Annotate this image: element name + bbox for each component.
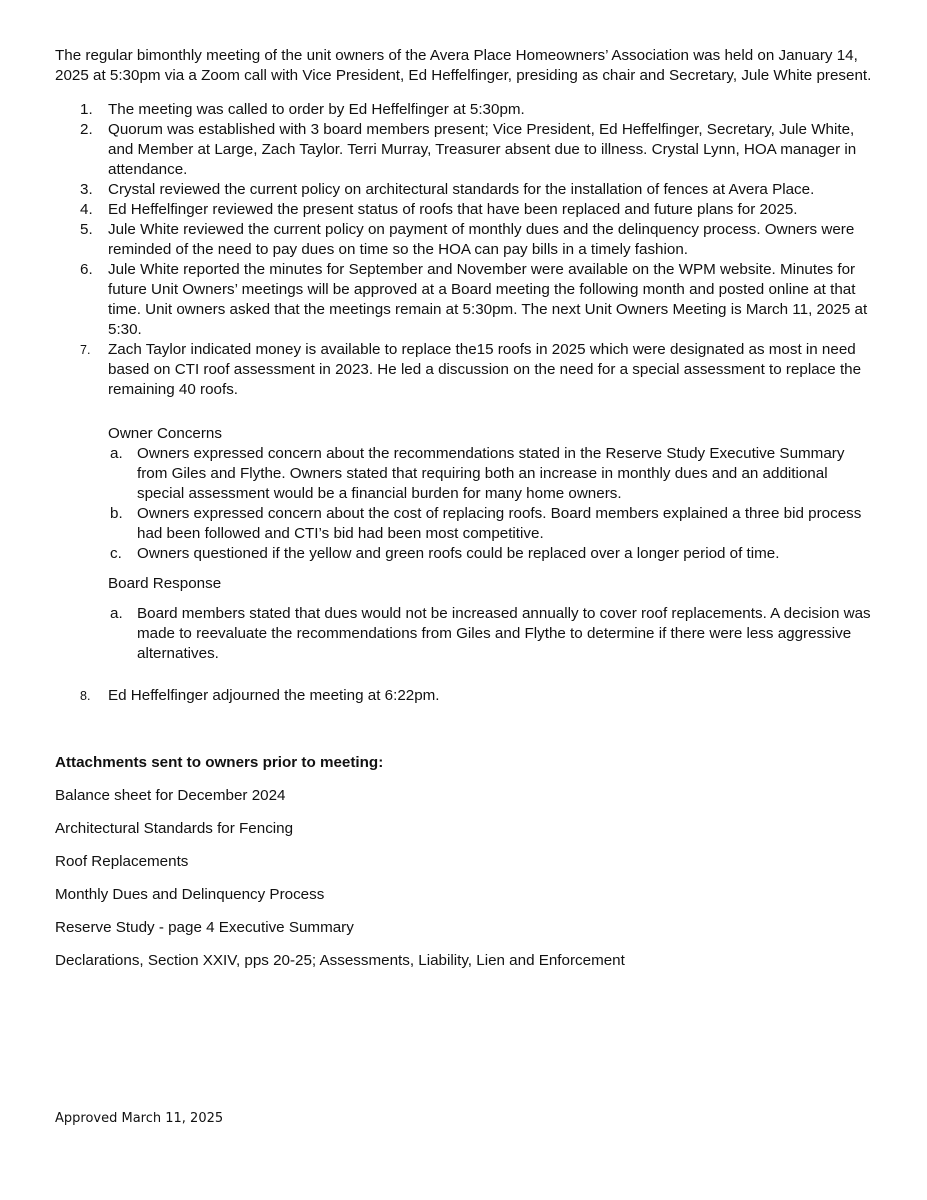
sub-text: Owners expressed concern about the cost of replacing roofs. Board members explained a three bid process had been followed and CTI’s bid had been most competitive. (137, 505, 862, 542)
sub-text: Owners expressed concern about the recommendations stated in the Reserve Study Executive Summary from Giles and Flythe. Owners stated that requiring both an increase in monthly dues and an additional special assessment would be a financial burden for many home owners. (137, 445, 845, 502)
attachment-item: Declarations, Section XXIV, pps 20-25; Assessments, Liability, Lien and Enforcement (55, 952, 625, 969)
agenda-item-8 (55, 686, 875, 706)
minutes-page (55, 46, 875, 971)
item-text: Zach Taylor indicated money is available to replace the15 roofs in 2025 which were designated as most in need based on CTI roof assessment in 2023. He led a discussion on the need for a special assessment to replace the remaining 40 roofs. (108, 341, 862, 398)
approval-footer: Approved March 11, 2025 (55, 1111, 224, 1126)
attachment-item: Monthly Dues and Delinquency Process (55, 886, 325, 903)
item-text: The meeting was called to order by Ed Heffelfinger at 5:30pm. (108, 101, 525, 118)
item-text: Jule White reviewed the current policy on payment of monthly dues and the delinquency process. Owners were reminded of the need to pay dues on time so the HOA can pay bills in a timely fashion. (108, 221, 855, 258)
attachment-item: Roof Replacements (55, 853, 189, 870)
item-text: Ed Heffelfinger reviewed the present status of roofs that have been replaced and future plans for 2025. (108, 201, 798, 218)
agenda-item-6 (55, 260, 875, 340)
item-text: Jule White reported the minutes for September and November were available on the WPM website. Minutes for future Unit Owners’ meetings will be approved at a Board meeting the following month and posted online at that time. Unit owners asked that the meetings remain at 5:30pm. The next Unit Owners Meeting is March 11, 2025 at 5:30. (108, 261, 868, 338)
item-text: Crystal reviewed the current policy on architectural standards for the installation of fences at Avera Place. (108, 181, 815, 198)
attachments-title: Attachments sent to owners prior to meeting: (55, 754, 384, 771)
attachment-item: Reserve Study - page 4 Executive Summary (55, 919, 354, 936)
item-number: 5. (80, 221, 93, 238)
board-response-heading: Board Response (108, 575, 222, 592)
agenda-item-7 (55, 340, 875, 400)
item-number: 6. (80, 261, 93, 278)
sub-text: Board members stated that dues would not be increased annually to cover roof replacements. A decision was made to reevaluate the recommendations from Giles and Flythe to determine if there were less aggressive alternatives. (137, 605, 871, 662)
attachment-item: Architectural Standards for Fencing (55, 820, 294, 837)
board-response-a (55, 604, 875, 664)
owner-concern-b (55, 504, 875, 544)
owner-concerns-heading: Owner Concerns (108, 425, 222, 442)
owner-concern-c (55, 544, 875, 564)
sub-letter: a. (110, 445, 123, 462)
item-number: 1. (80, 101, 93, 118)
item-text: Ed Heffelfinger adjourned the meeting at 6:22pm. (108, 687, 440, 704)
agenda-item-1 (55, 100, 875, 120)
sub-letter: a. (110, 605, 123, 622)
item-number: 2. (80, 121, 93, 138)
agenda-item-3 (55, 180, 875, 200)
agenda-item-4 (55, 200, 875, 220)
agenda-item-5 (55, 220, 875, 260)
owner-concern-a (55, 444, 875, 504)
item-number: 7. (80, 343, 91, 357)
intro-paragraph: The regular bimonthly meeting of the unit owners of the Avera Place Homeowners’ Association was held on January 14, 2025 at 5:30pm via a Zoom call with Vice President, Ed Heffelfinger, presiding as chair and Secretary, Jule White present. (55, 47, 872, 84)
sub-text: Owners questioned if the yellow and green roofs could be replaced over a longer period of time. (137, 545, 780, 562)
item-number: 3. (80, 181, 93, 198)
sub-letter: c. (110, 545, 122, 562)
sub-letter: b. (110, 505, 123, 522)
attachment-item: Balance sheet for December 2024 (55, 787, 286, 804)
item-number: 4. (80, 201, 93, 218)
item-number: 8. (80, 689, 91, 703)
item-text: Quorum was established with 3 board members present; Vice President, Ed Heffelfinger, Secretary, Jule White, and Member at Large, Zach Taylor. Terri Murray, Treasurer absent due to illness. Crystal Lynn, HOA manager in attendance. (108, 121, 857, 178)
agenda-item-2 (55, 120, 875, 180)
